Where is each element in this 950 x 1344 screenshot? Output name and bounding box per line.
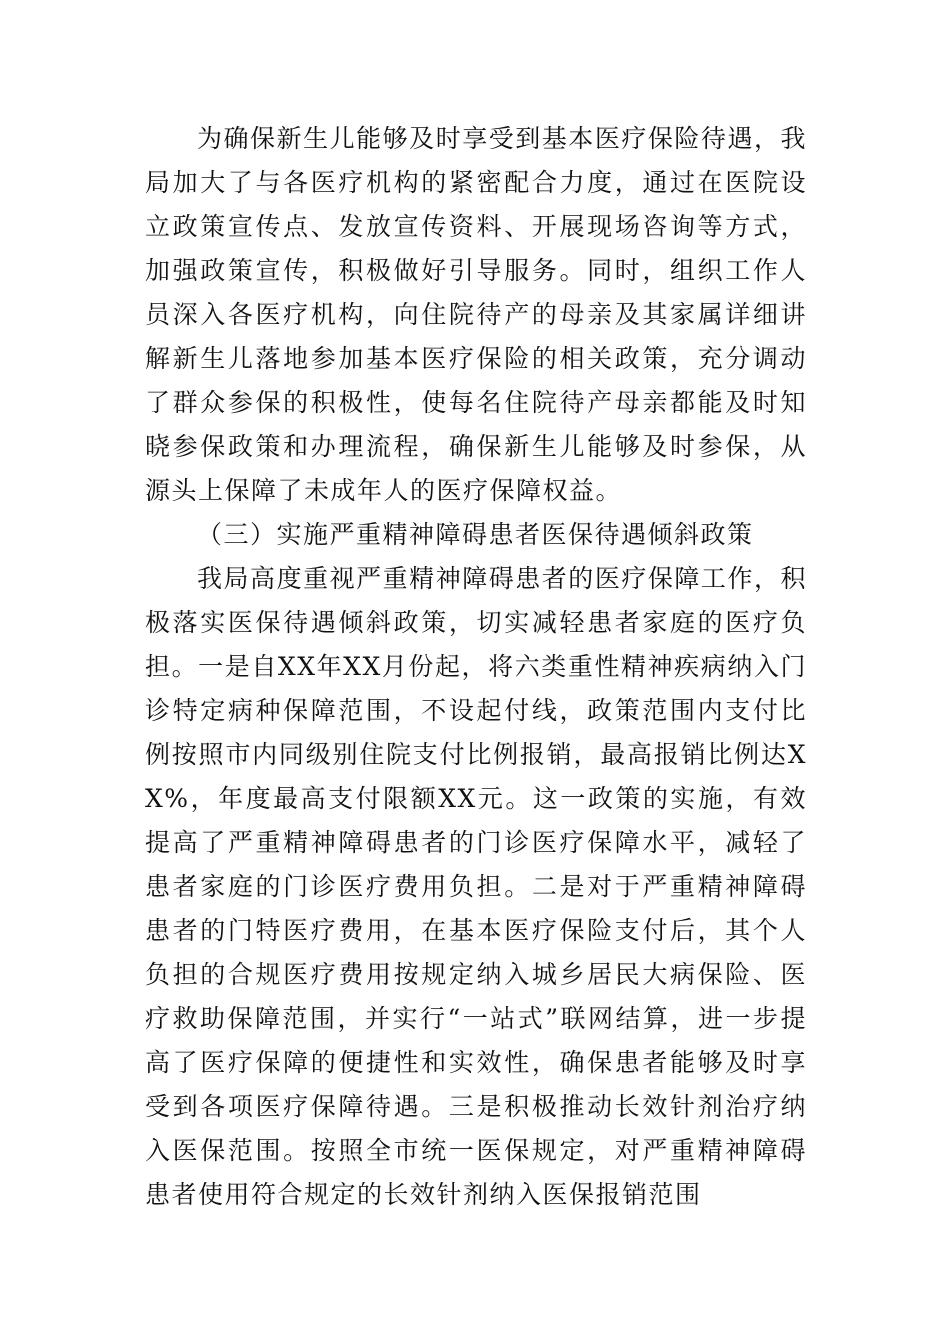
body-paragraph: 我局高度重视严重精神障碍患者的医疗保障工作，积极落实医保待遇倾斜政策，切实减轻患者家庭的医疗负担。一是自XX年XX月份起，将六类重性精神疾病纳入门诊特定病种保障范围，不设起付线，政策范围内支付比例按照市内同级别住院支付比例报销，最高报销比例达XX%，年度最高支付限额XX元。这一政策的实施，有效提高了严重精神障碍患者的门诊医疗保障水平，减轻了患者家庭的门诊医疗费用负担。二是对于严重精神障碍患者的门特医疗费用，在基本医疗保险支付后，其个人负担的合规医疗费用按规定纳入城乡居民大病保险、医疗救助保障范围，并实行“一站式”联网结算，进一步提高了医疗保障的便捷性和实效性，确保患者能够及时享受到各项医疗保障待遇。三是积极推动长效针剂治疗纳入医保范围。按照全市统一医保规定，对严重精神障碍患者使用符合规定的长效针剂纳入医保报销范围 — [145, 564, 807, 1209]
section-heading: （三）实施严重精神障碍患者医保待遇倾斜政策 — [197, 520, 754, 549]
document-body — [145, 117, 807, 1217]
body-paragraph: 为确保新生儿能够及时享受到基本医疗保险待遇，我局加大了与各医疗机构的紧密配合力度，通过在医院设立政策宣传点、发放宣传资料、开展现场咨询等方式，加强政策宣传，积极做好引导服务。同时，组织工作人员深入各医疗机构，向住院待产的母亲及其家属详细讲解新生儿落地参加基本医疗保险的相关政策，充分调动了群众参保的积极性，使每名住院待产母亲都能及时知晓参保政策和办理流程，确保新生儿能够及时参保，从源头上保障了未成年人的医疗保障权益。 — [145, 124, 807, 505]
